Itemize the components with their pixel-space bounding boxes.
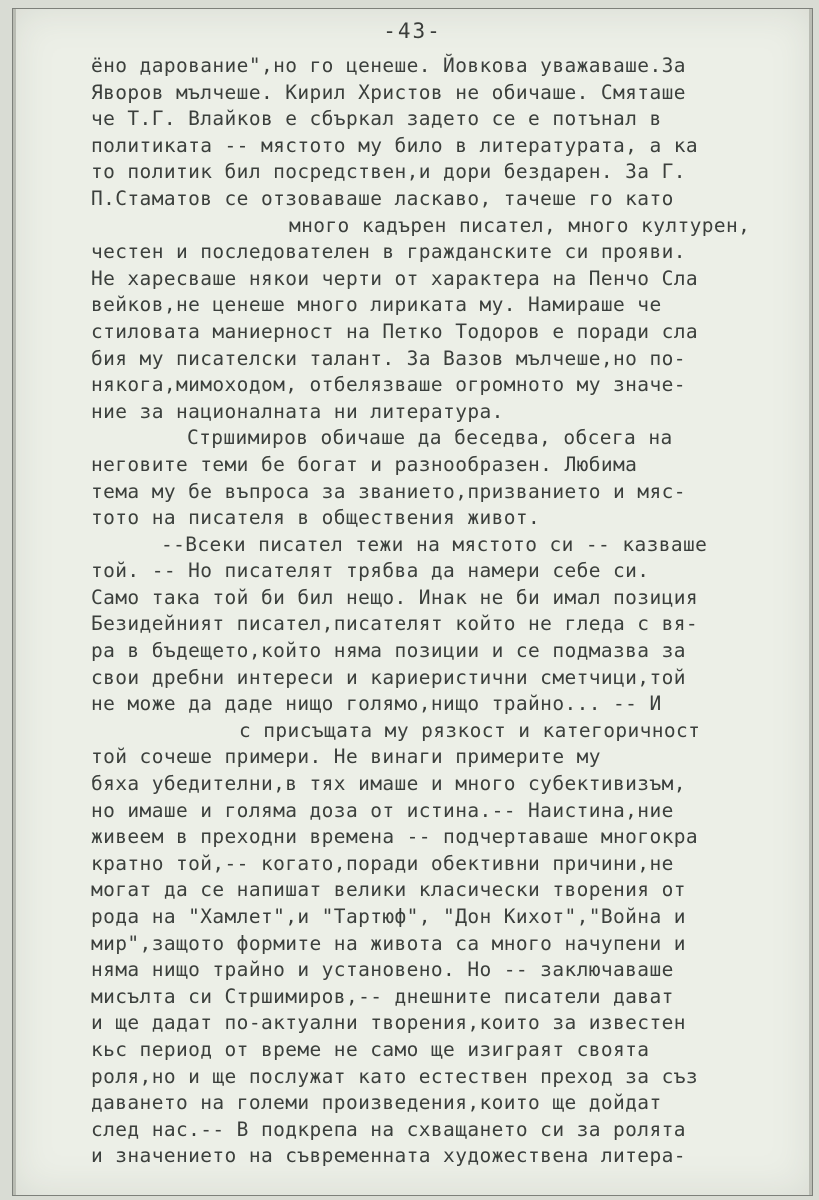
- text-line: бяха убедителни,в тях имаше и много субективизъм,: [91, 772, 686, 796]
- text-line: Яворов мълчеше. Кирил Христов не обичаше. Смяташе: [91, 80, 686, 104]
- body-text: [91, 53, 811, 1170]
- text-line: честен и последователен в гражданските си прояви.: [91, 240, 686, 264]
- text-line: Не харесваше някои черти от характера на Пенчо Сла: [91, 266, 698, 290]
- page-number: -43-: [383, 19, 442, 43]
- text-line: ние за националната ни литература.: [91, 399, 504, 423]
- text-line: неговите теми бе богат и разнообразен. Любима: [91, 452, 638, 476]
- text-line: и ще дадат по-актуални творения,които за известен: [91, 1011, 686, 1035]
- text-line: стиловата маниерност на Петко Тодоров е поради сла: [91, 319, 698, 343]
- text-line: Безидейният писател,писателят който не гледа с вя-: [91, 612, 698, 636]
- text-line: кьс период от време не само ще изиграят своята: [91, 1037, 650, 1061]
- text-line: рода на "Хамлет",и "Тартюф", "Дон Кихот","Война и: [91, 905, 686, 928]
- text-line: с присъщата му рязкост и категоричност: [239, 718, 701, 742]
- text-line: той сочеше примери. Не винаги примерите му: [91, 745, 601, 769]
- text-line: мисълта си Стршимиров,-- днешните писатели дават: [91, 984, 674, 1008]
- text-line: ёно дарование",но го ценеше. Йовкова уважаваше.За: [91, 54, 686, 77]
- text-line: той. -- Но писателят трябва да намери себе си.: [91, 559, 650, 583]
- text-line: роля,но и ще послужат като естествен преход за съз: [91, 1064, 698, 1088]
- text-line: но имаше и голяма доза от истина.-- Наистина,ние: [91, 798, 674, 822]
- text-line: П.Стаматов се отзоваваше ласкаво, тачеше го като: [91, 186, 674, 210]
- text-line: мир",защото формите на живота са много начупени и: [91, 931, 686, 955]
- text-line: ра в бъдещето,който няма позиции и се подмазва за: [91, 639, 686, 663]
- text-line: и значението на съвременната художествена литера-: [91, 1144, 686, 1168]
- text-line: даването на големи произведения,които ще дойдат: [91, 1091, 662, 1115]
- text-line: вейков,не ценеше много лириката му. Намираше че: [91, 293, 662, 317]
- text-line: свои дребни интереси и кариеристични сметчици,той: [91, 665, 686, 689]
- typewritten-page: [12, 8, 813, 1196]
- text-line: Стршимиров обичаше да беседва, обсега на: [187, 426, 673, 450]
- text-line: няма нищо трайно и установено. Но -- заключаваше: [91, 958, 674, 982]
- text-line: след нас.-- В подкрепа на схващането си за ролята: [91, 1117, 686, 1141]
- text-line: живеем в преходни времена -- подчертаваше многокра: [91, 825, 698, 849]
- text-line: бия му писателски талант. За Вазов мълчеше,но по-: [91, 346, 686, 370]
- text-line: много кадърен писател, много културен,: [289, 213, 751, 237]
- text-line: политиката -- мястото му било в литературата, а ка: [91, 133, 698, 157]
- text-line: кратно той,-- когато,поради обективни причини,не: [91, 851, 674, 875]
- text-line: тема му бе въпроса за званието,призванието и мяс-: [91, 479, 686, 503]
- text-line: могат да се напишат велики класически творения от: [91, 878, 686, 902]
- text-line: тото на писателя в обществения живот.: [91, 506, 541, 530]
- text-line: --Всеки писател тежи на мястото си -- казваше: [161, 532, 708, 556]
- text-line: някога,мимоходом, отбелязваше огромното му значе-: [91, 373, 686, 397]
- text-line: че Т.Г. Влайков е сбъркал задето се е потънал в: [91, 107, 662, 131]
- page-edge-left: [13, 9, 16, 1195]
- text-line: то политик бил посредствен,и дори бездарен. За Г.: [91, 160, 686, 184]
- text-line: Само така той би бил нещо. Инак не би имал позиция: [91, 585, 698, 609]
- text-line: не може да даде нищо голямо,нищо трайно... -- И: [91, 692, 662, 716]
